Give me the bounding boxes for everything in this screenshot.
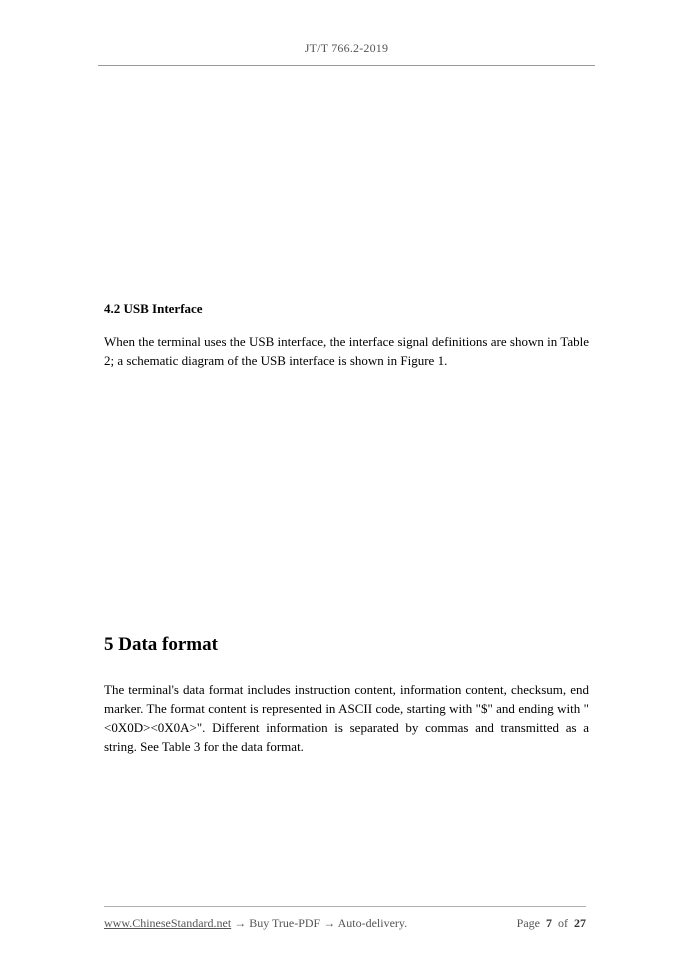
document-header-title: JT/T 766.2-2019 (304, 41, 389, 55)
buy-true-pdf-text: Buy True-PDF (249, 916, 321, 930)
usb-interface-paragraph: When the terminal uses the USB interface, the interface signal definitions are shown in Table 2; a schematic diagram of the USB interface is shown in Figure 1. (104, 334, 589, 368)
website-link[interactable]: www.ChineseStandard.net (104, 916, 232, 930)
page-current: 7 (546, 916, 552, 930)
page-number-indicator (517, 916, 586, 931)
footer-divider (104, 906, 586, 907)
data-format-paragraph: The terminal's data format includes instruction content, information content, checksum, end marker. The format content is represented in ASCII code, starting with "$" and ending with "<0X0D><0X0A>". Different information is separated by commas and transmitted as a string. See Table 3 for the data format. (104, 682, 589, 754)
footer-promo (104, 916, 407, 931)
page-of-label: of (558, 916, 568, 930)
page-total: 27 (574, 916, 586, 930)
section-heading-usb-interface: 4.2 USB Interface (104, 301, 203, 316)
header-divider (98, 65, 595, 66)
chapter-heading-data-format: 5 Data format (104, 634, 218, 655)
arrow-right-icon: → (234, 916, 247, 930)
auto-delivery-text: Auto-delivery. (337, 916, 408, 930)
page-label: Page (516, 916, 540, 930)
arrow-right-icon: → (323, 916, 336, 930)
